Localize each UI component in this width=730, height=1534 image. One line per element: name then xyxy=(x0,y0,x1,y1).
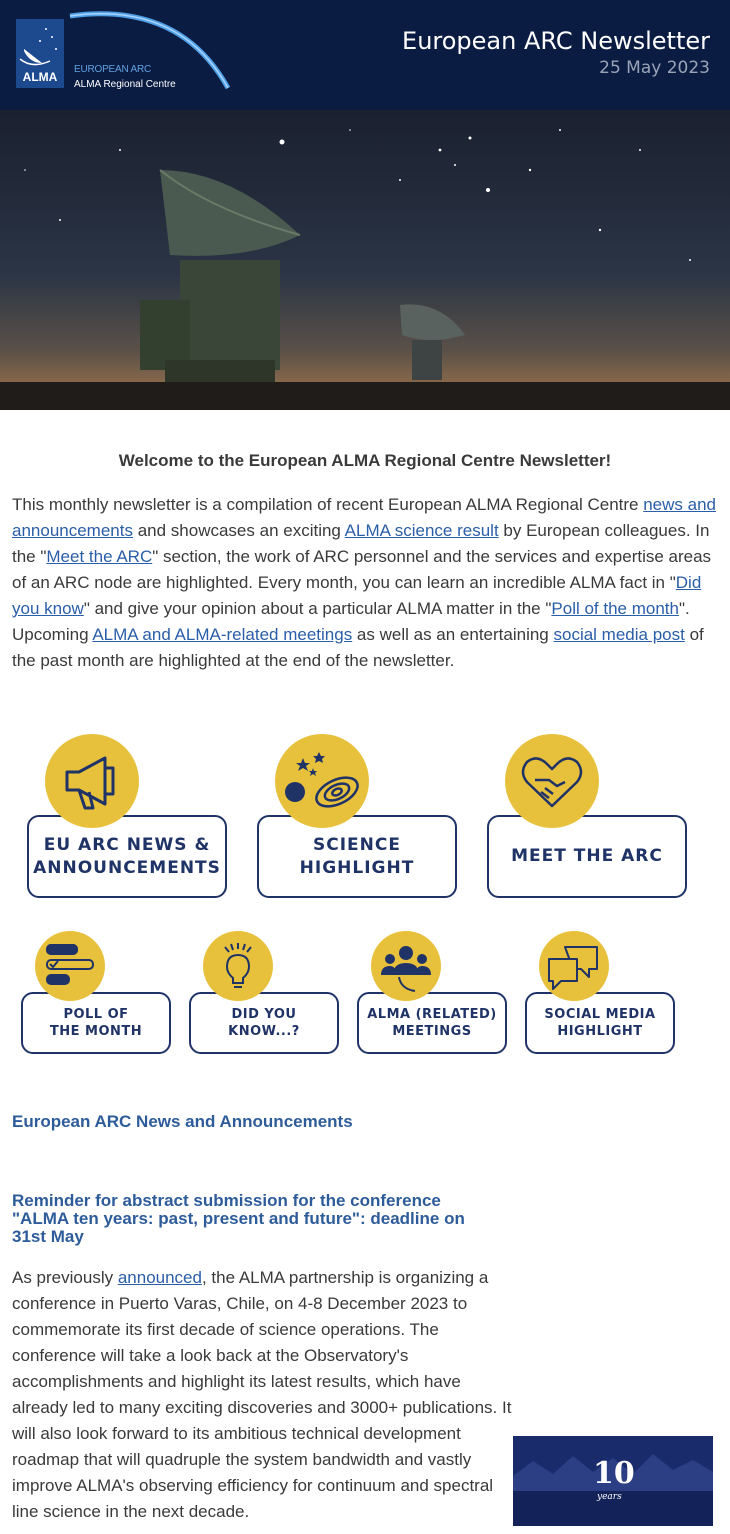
chat-bubbles-icon[interactable] xyxy=(539,931,609,1001)
link-poll-of-the-month[interactable]: Poll of the month xyxy=(551,599,679,618)
article-text: As previously xyxy=(12,1268,118,1287)
thumb-label: years xyxy=(597,1492,622,1502)
heart-handshake-icon[interactable] xyxy=(505,734,599,828)
intro-text: of the past month are highlighted at the end of the newsletter. xyxy=(12,625,704,670)
megaphone-icon[interactable] xyxy=(45,734,139,828)
section-title-news: European ARC News and Announcements xyxy=(12,1112,353,1131)
poll-icon[interactable] xyxy=(35,931,105,1001)
intro-text: " and give your opinion about a particular ALMA matter in the " xyxy=(83,599,552,618)
link-science-result[interactable]: ALMA science result xyxy=(344,521,499,540)
nav-didyou-label: DID YOU KNOW...? xyxy=(228,1007,300,1039)
thumb-number: 10 xyxy=(593,1456,635,1491)
newsletter-header xyxy=(0,0,730,110)
nav-meetings-button[interactable] xyxy=(357,992,507,1054)
hero-image xyxy=(0,110,730,410)
intro-text: as well as an entertaining xyxy=(352,625,554,644)
antenna-icon xyxy=(16,19,64,69)
logo-alma-text: ALMA xyxy=(22,70,58,84)
nav-social-media-button[interactable] xyxy=(525,992,675,1054)
nav-poll-label: POLL OF THE MONTH xyxy=(49,1007,143,1039)
link-did-you-know[interactable]: Did you know xyxy=(12,573,702,618)
welcome-heading: Welcome to the European ALMA Regional Centre Newsletter! xyxy=(118,451,612,470)
logo-line2: ALMA Regional Centre xyxy=(74,79,176,90)
alma-logo[interactable] xyxy=(16,19,64,88)
nav-poll-button[interactable] xyxy=(21,992,171,1054)
nav-social-label: SOCIAL MEDIA HIGHLIGHT xyxy=(544,1007,656,1039)
article-body xyxy=(12,1265,512,1525)
newsletter-title: European ARC Newsletter xyxy=(402,27,710,55)
link-meetings[interactable]: ALMA and ALMA-related meetings xyxy=(92,625,353,644)
nav-science-label: SCIENCE HIGHLIGHT xyxy=(299,834,415,878)
link-news-announcements[interactable]: news and announcements xyxy=(12,495,716,540)
intro-text: by European colleagues. In the " xyxy=(12,521,710,566)
article-text: , the ALMA partnership is organizing a conference in Puerto Varas, Chile, on 4-8 December 2023 to commemorate its first decade of science operations. The conference will take a look back at the Observatory's accomplishments and highlight its latest results, which have already led to many exciting discoveries and 3000+ publications. It will also look forward to its ambitious technical development roadmap that will quadruple the system bandwidth and vastly improve ALMA's observing efficiency for continuum and spectral line science in the next decade. xyxy=(12,1268,512,1521)
nav-news-label: EU ARC NEWS & ANNOUNCEMENTS xyxy=(33,834,221,878)
intro-text: ". Upcoming xyxy=(12,599,690,644)
article-title: Reminder for abstract submission for the conference "ALMA ten years: past, present and future": deadline on 31st May xyxy=(12,1191,465,1246)
intro-text: This monthly newsletter is a compilation of recent European ALMA Regional Centre xyxy=(12,495,644,514)
alma-ten-years-image[interactable] xyxy=(513,1436,713,1526)
intro-text: and showcases an exciting xyxy=(132,521,345,540)
nav-did-you-know-button[interactable] xyxy=(189,992,339,1054)
newsletter-date: 25 May 2023 xyxy=(599,58,710,78)
intro-text: " section, the work of ARC personnel and the services and expertise areas of an ARC node are highlighted. Every month, you can learn an incredible ALMA fact in " xyxy=(12,547,712,592)
people-group-icon[interactable] xyxy=(371,931,441,1001)
link-announced[interactable]: announced xyxy=(117,1268,202,1287)
nav-meetings-label: ALMA (RELATED) MEETINGS xyxy=(367,1007,497,1039)
galaxy-icon[interactable] xyxy=(275,734,369,828)
link-meet-the-arc[interactable]: Meet the ARC xyxy=(46,547,153,566)
logo-line1: EUROPEAN ARC xyxy=(74,64,152,75)
intro-paragraph xyxy=(12,492,718,674)
lightbulb-icon[interactable] xyxy=(203,931,273,1001)
nav-meet-label: MEET THE ARC xyxy=(511,846,663,866)
link-social-media-post[interactable]: social media post xyxy=(553,625,685,644)
